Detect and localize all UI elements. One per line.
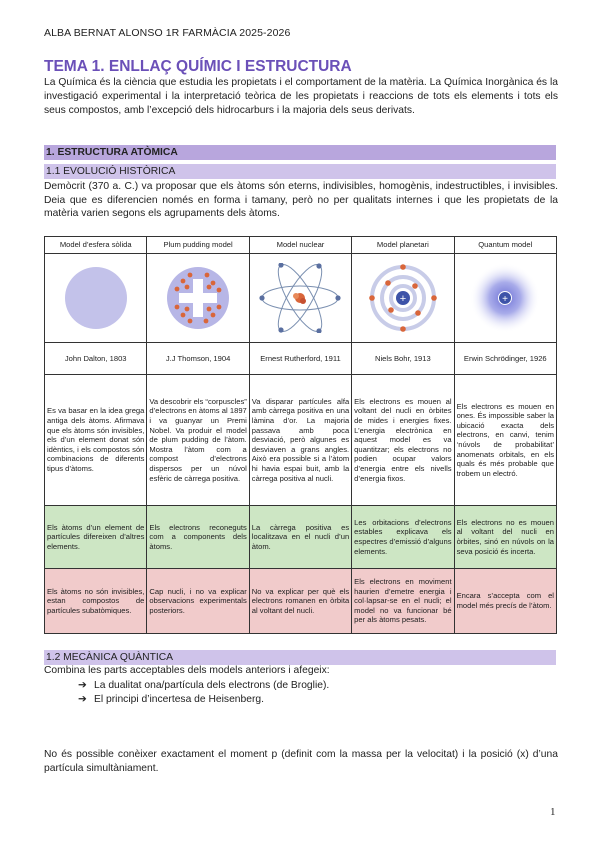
list-item: ➔ La dualitat ona/partícula dels electrons (de Broglie). bbox=[78, 680, 330, 691]
model-author-2: Ernest Rutherford, 1911 bbox=[249, 343, 351, 375]
model-description-1: Va descobrir els “corpuscles” d’electrons en àtoms al 1897 i va guanyar un Premi Nobel. Va produir el model de plum pudding de l’àtom. Mostra l’àtom com a compost d’electrons dispersos per un núvol esfèric de càrrega positiva. bbox=[147, 375, 249, 506]
model-strength-3: Les orbitacions d’electrons estables explicava els espectres d’emissió d’alguns elements. bbox=[352, 506, 454, 569]
model-author-4: Erwin Schrödinger, 1926 bbox=[454, 343, 556, 375]
model-description-2: Va disparar partícules alfa amb càrrega positiva en una làmina d’or. La majoria passava amb poca desviació, però algunes es desviaven a grans angles. Això era possible si a l’àtom hi havia espai buit, amb la càrrega positiva al nucli. bbox=[249, 375, 351, 506]
svg-text:+: + bbox=[399, 293, 407, 305]
quantum-intro: Combina les parts acceptables dels models anteriors i afegeix: bbox=[44, 665, 330, 676]
solid-sphere-icon bbox=[61, 263, 131, 333]
subsection-heading-quantum: 1.2 MECÀNICA QUÀNTICA bbox=[44, 650, 556, 665]
quantum-cloud-icon bbox=[468, 261, 542, 335]
model-name-3: Model planetari bbox=[352, 237, 454, 254]
svg-text:+: + bbox=[502, 294, 509, 305]
model-strength-2: La càrrega positiva es localitzava en el nucli d’un àtom. bbox=[249, 506, 351, 569]
model-author-0: John Dalton, 1803 bbox=[45, 343, 147, 375]
model-limitation-4: Encara s’accepta com el model més precís de l’àtom. bbox=[454, 569, 556, 634]
model-limitation-0: Els àtoms no són invisibles, estan compostos de partícules subatòmiques. bbox=[45, 569, 147, 634]
quantum-bullet-list bbox=[78, 679, 329, 707]
arrow-bullet-icon: ➔ bbox=[78, 694, 87, 705]
model-strength-0: Els àtoms d’un element de partícules difereixen d’altres elements. bbox=[45, 506, 147, 569]
list-item: ➔ El principi d’incertesa de Heisenberg. bbox=[78, 694, 264, 705]
subsection-heading-history: 1.1 EVOLUCIÓ HISTÒRICA bbox=[44, 164, 556, 179]
page-number: 1 bbox=[550, 806, 556, 818]
model-limitation-3: Els electrons en moviment haurien d’emetre energia i col·lapsar-se en el nucli; el model no va funcionar bé per als àtoms pesats. bbox=[352, 569, 454, 634]
model-name-1: Plum pudding model bbox=[147, 237, 249, 254]
model-limitation-1: Cap nucli, i no va explicar observacions experimentals posteriors. bbox=[147, 569, 249, 634]
model-description-0: Es va basar en la idea grega antiga dels àtoms. Afirmava que els àtoms són invisibles, els d’un element donat són idèntics, i els compostos són combinacions de diferents tipus d’àtoms. bbox=[45, 375, 147, 506]
page-title: TEMA 1. ENLLAÇ QUÍMIC I ESTRUCTURA bbox=[44, 58, 352, 75]
arrow-bullet-icon: ➔ bbox=[78, 680, 87, 691]
atomic-models-table bbox=[44, 236, 557, 634]
model-description-4: Els electrons es mouen en ones. És impossible saber la ubicació exacta dels electrons, en canvi, tenim ‘núvols de probabilitat’ anomenats orbitals, en els quals és més probable que trobem un electró. bbox=[454, 375, 556, 506]
model-name-0: Model d’esfera sòlida bbox=[45, 237, 147, 254]
history-paragraph: Demòcrit (370 a. C.) va proposar que els àtoms són eterns, indivisibles, homogènis, indestructibles, i invisibles. Deia que es diferencien només en forma i tamany, però no per qualitats internes i que les propietats de la matèria varien segons els agrupaments dels àtoms. bbox=[44, 181, 558, 219]
uncertainty-paragraph: No és possible conèixer exactament el moment p (definit com la massa per la velocitat) i la posició (x) d’una partícula simultàniament. bbox=[44, 749, 558, 774]
plum-pudding-icon bbox=[163, 263, 233, 333]
model-strength-1: Els electrons reconeguts com a components dels àtoms. bbox=[147, 506, 249, 569]
model-name-2: Model nuclear bbox=[249, 237, 351, 254]
model-description-3: Els electrons es mouen al voltant del nucli en òrbites de mides i energies fixes. L’energia electrònica en aquest model es va quantitzar; els electrons no podien ocupar valors d’energia entre els nivells d’energia fixos. bbox=[352, 375, 454, 506]
model-author-3: Niels Bohr, 1913 bbox=[352, 343, 454, 375]
model-limitation-2: No va explicar per què els electrons romanen en òrbita al voltant del nucli. bbox=[249, 569, 351, 634]
planetary-atom-icon bbox=[366, 261, 440, 335]
model-name-4: Quantum model bbox=[454, 237, 556, 254]
section-heading-atomic-structure: 1. ESTRUCTURA ATÒMICA bbox=[44, 145, 556, 160]
model-strength-4: Els electrons no es mouen al voltant del nucli en òrbites, sinó en núvols on la seva posició és incerta. bbox=[454, 506, 556, 569]
page-header: ALBA BERNAT ALONSO 1R FARMÀCIA 2025-2026 bbox=[44, 27, 291, 39]
intro-paragraph: La Química és la ciència que estudia les propietats i el comportament de la matèria. La Química Inorgànica és la investigació experimental i la interpretació teòrica de les propietats i reaccions de tots els elements i tots els seus compostos, amb l’excepció dels hidrocarburs i la majoria dels seus derivats. bbox=[44, 77, 558, 116]
nuclear-atom-icon bbox=[255, 263, 345, 333]
model-author-1: J.J Thomson, 1904 bbox=[147, 343, 249, 375]
